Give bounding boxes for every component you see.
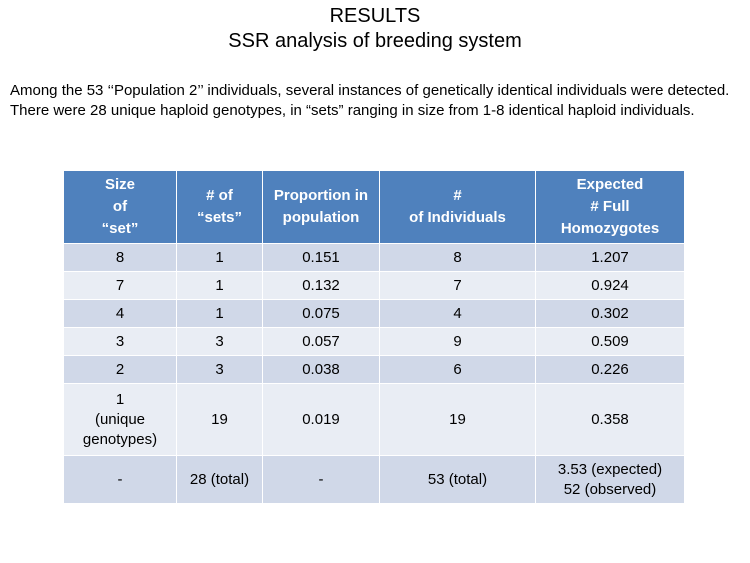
cell-size: 3 <box>64 328 177 356</box>
table-header-row <box>64 171 685 244</box>
cell-proportion: 0.075 <box>263 300 380 328</box>
cell-expected: 1.207 <box>536 244 685 272</box>
cell-size: 7 <box>64 272 177 300</box>
slide-title <box>0 4 750 54</box>
cell-sets: 1 <box>177 272 263 300</box>
title-subtitle: SSR analysis of breeding system <box>228 30 522 52</box>
cell-proportion: 0.057 <box>263 328 380 356</box>
cell-expected: 0.509 <box>536 328 685 356</box>
cell-individuals: 9 <box>380 328 536 356</box>
results-table <box>63 170 685 504</box>
table-row <box>64 356 685 384</box>
cell-proportion-total: - <box>263 456 380 504</box>
cell-expected: 0.226 <box>536 356 685 384</box>
cell-size-total: - <box>64 456 177 504</box>
cell-sets: 19 <box>177 384 263 456</box>
table-row <box>64 300 685 328</box>
cell-size: 4 <box>64 300 177 328</box>
header-proportion: Proportion in population <box>263 171 380 244</box>
cell-expected: 0.358 <box>536 384 685 456</box>
cell-individuals: 19 <box>380 384 536 456</box>
cell-individuals: 4 <box>380 300 536 328</box>
header-individuals: # of Individuals <box>380 171 536 244</box>
cell-individuals-total: 53 (total) <box>380 456 536 504</box>
cell-size: 2 <box>64 356 177 384</box>
cell-individuals: 8 <box>380 244 536 272</box>
cell-proportion: 0.038 <box>263 356 380 384</box>
cell-sets: 1 <box>177 244 263 272</box>
cell-expected-total: 3.53 (expected) 52 (observed) <box>536 456 685 504</box>
cell-sets: 1 <box>177 300 263 328</box>
table-row-total <box>64 456 685 504</box>
cell-sets: 3 <box>177 356 263 384</box>
cell-size-unique: 1 (unique genotypes) <box>64 384 177 456</box>
cell-size: 8 <box>64 244 177 272</box>
intro-paragraph: Among the 53 ‘‘Population 2’’ individuals, several instances of genetically identical individuals were detected. There were 28 unique haploid genotypes, in “sets” ranging in size from 1-8 identical haploid individuals. <box>10 82 730 119</box>
table-row <box>64 272 685 300</box>
cell-expected: 0.924 <box>536 272 685 300</box>
cell-individuals: 6 <box>380 356 536 384</box>
cell-expected: 0.302 <box>536 300 685 328</box>
cell-sets: 3 <box>177 328 263 356</box>
cell-proportion: 0.132 <box>263 272 380 300</box>
table-row <box>64 244 685 272</box>
table-row <box>64 328 685 356</box>
header-num-sets: # of “sets” <box>177 171 263 244</box>
cell-proportion: 0.019 <box>263 384 380 456</box>
cell-proportion: 0.151 <box>263 244 380 272</box>
title-results: RESULTS <box>329 5 421 27</box>
header-size: Size of “set” <box>64 171 177 244</box>
header-expected-homozygotes: Expected # Full Homozygotes <box>536 171 685 244</box>
cell-sets-total: 28 (total) <box>177 456 263 504</box>
table-row-unique <box>64 384 685 456</box>
cell-individuals: 7 <box>380 272 536 300</box>
